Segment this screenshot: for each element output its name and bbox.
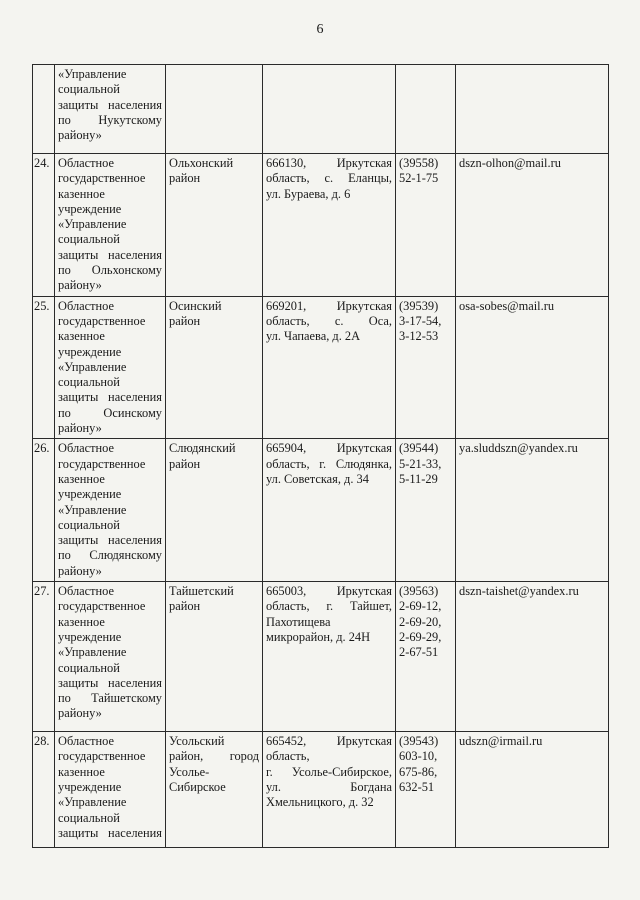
table-row xyxy=(33,65,609,154)
phone xyxy=(396,732,456,848)
address-line: 669201, Иркутская xyxy=(266,298,392,313)
institution-name xyxy=(55,65,166,154)
district-line: Сибирское xyxy=(169,779,226,794)
district xyxy=(166,65,263,154)
institutions-table-body xyxy=(33,65,609,848)
district xyxy=(166,154,263,297)
phone-line: 2-69-29, xyxy=(399,629,442,644)
table-row xyxy=(33,582,609,732)
institution-name-line: «Управление xyxy=(58,67,127,81)
address-line: 665904, Иркутская xyxy=(266,441,392,456)
phone-line: 3-12-53 xyxy=(399,329,439,344)
row-number: 28. xyxy=(33,732,55,848)
district-line: район, город xyxy=(169,749,259,764)
phone-line: 632-51 xyxy=(399,779,435,794)
address-line: область, xyxy=(266,749,310,764)
phone xyxy=(396,65,456,154)
phone-line: 5-11-29 xyxy=(399,471,438,486)
table-row xyxy=(33,296,609,439)
institution-name-line: социальной xyxy=(58,660,120,675)
phone xyxy=(396,296,456,439)
address-line: область, г. Слюдянка, xyxy=(266,456,392,471)
table-row xyxy=(33,732,609,848)
institution-name-line: социальной xyxy=(58,517,120,532)
institution-name xyxy=(55,732,166,848)
institution-name-line: району» xyxy=(58,278,102,293)
institution-name-line: социальной xyxy=(58,810,120,825)
institution-name-line: социальной xyxy=(58,375,120,390)
institution-name-line: Областное xyxy=(58,156,115,170)
address-line: область, с. Оса, xyxy=(266,313,392,328)
institution-name-line: государственное xyxy=(58,749,146,764)
institution-name-line: казенное xyxy=(58,186,105,201)
table-row xyxy=(33,154,609,297)
institution-name-line: «Управление xyxy=(58,645,127,660)
row-number: 27. xyxy=(33,582,55,732)
phone-line: 52-1-75 xyxy=(399,171,439,186)
district-line: Тайшетский xyxy=(169,584,234,599)
institutions-table xyxy=(32,64,609,848)
district-line: район xyxy=(169,456,201,471)
email: osa-sobes@mail.ru xyxy=(456,296,609,439)
address-line: Хмельницкого, д. 32 xyxy=(266,795,374,810)
institution-name-line: защиты населения xyxy=(58,675,162,690)
phone xyxy=(396,582,456,732)
institution-name-line: по Осинскому xyxy=(58,405,162,420)
phone-line: 2-69-12, xyxy=(399,599,442,614)
district-line: Усольский xyxy=(169,734,225,749)
institution-name xyxy=(55,582,166,732)
institution-name-line: государственное xyxy=(58,599,146,614)
institution-name-line: государственное xyxy=(58,456,146,471)
address-line: 665452, Иркутская xyxy=(266,734,392,749)
institution-name-line: учреждение xyxy=(58,629,122,644)
phone-line: 3-17-54, xyxy=(399,313,442,328)
address-line: 666130, Иркутская xyxy=(266,156,392,170)
phone xyxy=(396,154,456,297)
phone-line: (39558) xyxy=(399,156,439,170)
institution-name-line: социальной xyxy=(58,82,120,97)
district-line: Усолье- xyxy=(169,764,210,779)
address-line: ул. Богдана xyxy=(266,779,392,794)
institution-name xyxy=(55,296,166,439)
address xyxy=(263,154,396,297)
institution-name-line: защиты населения xyxy=(58,825,162,840)
address-line: область, с. Еланцы, xyxy=(266,171,392,186)
institution-name-line: «Управление xyxy=(58,502,127,517)
email xyxy=(456,65,609,154)
address-line: ул. Советская, д. 34 xyxy=(266,471,369,486)
institution-name-line: по Тайшетскому xyxy=(58,691,162,706)
institution-name-line: учреждение xyxy=(58,344,122,359)
institution-name-line: «Управление xyxy=(58,795,127,810)
district xyxy=(166,439,263,582)
phone-line: 603-10, xyxy=(399,749,438,764)
email: dszn-taishet@yandex.ru xyxy=(456,582,609,732)
address xyxy=(263,439,396,582)
phone-line: (39543) xyxy=(399,734,439,749)
institution-name-line: Областное xyxy=(58,441,115,456)
institution-name-line: «Управление xyxy=(58,359,127,374)
address-line: г. Усолье-Сибирское, xyxy=(266,764,392,779)
institution-name-line: по Слюдянскому xyxy=(58,548,162,563)
institution-name-line: казенное xyxy=(58,764,105,779)
email: ya.sluddszn@yandex.ru xyxy=(456,439,609,582)
institution-name-line: Областное xyxy=(58,298,115,313)
phone xyxy=(396,439,456,582)
institution-name-line: району» xyxy=(58,421,102,436)
district-line: район xyxy=(169,171,201,186)
address-line: область, г. Тайшет, xyxy=(266,599,392,614)
address xyxy=(263,65,396,154)
institution-name-line: казенное xyxy=(58,614,105,629)
institution-name-line: Областное xyxy=(58,584,115,599)
institution-name-line: району» xyxy=(58,128,102,143)
district xyxy=(166,582,263,732)
phone-line: (39544) xyxy=(399,441,439,456)
institution-name-line: казенное xyxy=(58,329,105,344)
row-number: 25. xyxy=(33,296,55,439)
address-line: микрорайон, д. 24Н xyxy=(266,629,371,644)
institution-name-line: «Управление xyxy=(58,217,127,232)
phone-line: 675-86, xyxy=(399,764,438,779)
institution-name xyxy=(55,439,166,582)
institution-name-line: району» xyxy=(58,563,102,578)
institution-name-line: государственное xyxy=(58,313,146,328)
institution-name-line: защиты населения xyxy=(58,390,162,405)
row-number: 26. xyxy=(33,439,55,582)
institution-name-line: учреждение xyxy=(58,487,122,502)
address-line: 665003, Иркутская xyxy=(266,584,392,599)
district xyxy=(166,296,263,439)
phone-line: 2-67-51 xyxy=(399,645,439,660)
phone-line: (39563) xyxy=(399,584,439,599)
institution-name-line: государственное xyxy=(58,171,146,186)
email: udszn@irmail.ru xyxy=(456,732,609,848)
district-line: Ольхонский xyxy=(169,156,234,170)
institution-name-line: по Ольхонскому xyxy=(58,263,162,278)
district-line: Слюдянский xyxy=(169,441,236,456)
address-line: ул. Чапаева, д. 2А xyxy=(266,329,361,344)
institution-name-line: защиты населения xyxy=(58,533,162,548)
district-line: Осинский xyxy=(169,298,222,313)
institution-name xyxy=(55,154,166,297)
institution-name-line: Областное xyxy=(58,734,115,749)
institution-name-line: социальной xyxy=(58,232,120,247)
row-number xyxy=(33,65,55,154)
institution-name-line: защиты населения xyxy=(58,247,162,262)
institution-name-line: защиты населения xyxy=(58,97,162,112)
address xyxy=(263,296,396,439)
institution-name-line: учреждение xyxy=(58,779,122,794)
institution-name-line: учреждение xyxy=(58,201,122,216)
address-line: ул. Бураева, д. 6 xyxy=(266,186,351,201)
address xyxy=(263,582,396,732)
phone-line: 5-21-33, xyxy=(399,456,442,471)
phone-line: 2-69-20, xyxy=(399,614,442,629)
address-line: Пахотищева xyxy=(266,614,331,629)
email: dszn-olhon@mail.ru xyxy=(456,154,609,297)
institution-name-line: району» xyxy=(58,706,102,721)
address xyxy=(263,732,396,848)
institution-name-line: по Нукутскому xyxy=(58,112,162,127)
district-line: район xyxy=(169,599,201,614)
phone-line: (39539) xyxy=(399,298,439,313)
table-row xyxy=(33,439,609,582)
district xyxy=(166,732,263,848)
page-number: 6 xyxy=(316,22,324,37)
institution-name-line: казенное xyxy=(58,471,105,486)
row-number: 24. xyxy=(33,154,55,297)
district-line: район xyxy=(169,313,201,328)
